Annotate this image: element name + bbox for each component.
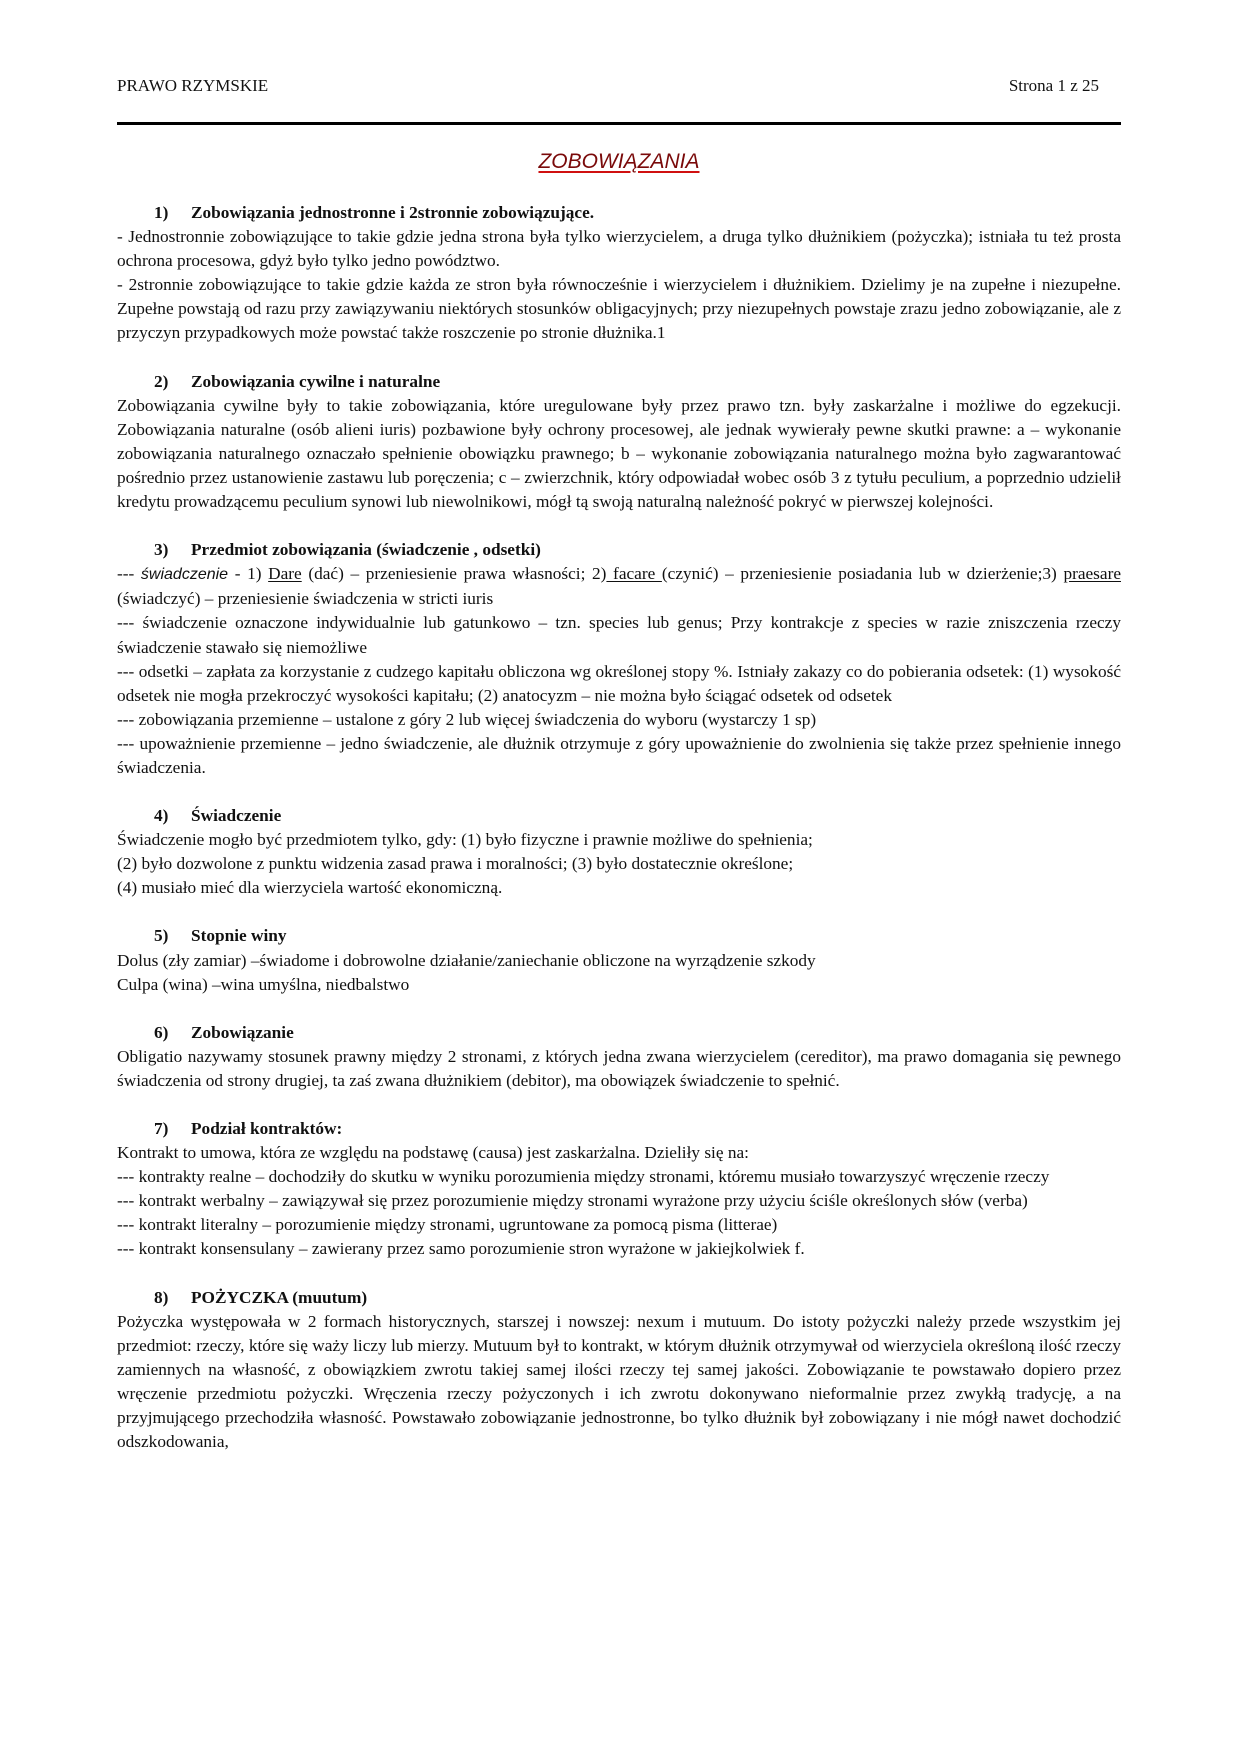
- document-body: [117, 201, 1121, 1478]
- section-5: [117, 924, 1121, 996]
- term-praesare: praesare: [1063, 564, 1121, 584]
- keyword-swiadczenie: świadczenie: [140, 566, 229, 584]
- section-heading: 5) Stopnie winy: [154, 926, 287, 946]
- section-7: [117, 1117, 1121, 1262]
- section-heading: 2) Zobowiązania cywilne i naturalne: [154, 371, 441, 391]
- section-2: [117, 370, 1121, 515]
- paragraph: --- zobowiązania przemienne – ustalone z góry 2 lub więcej świadczenia do wyboru (wystarczy 1 sp): [117, 709, 817, 729]
- paragraph: --- odsetki – zapłata za korzystanie z cudzego kapitału obliczona wg określonej stopy %. Istniały zakazy co do pobierania odsetek: (1) wysokość odsetek nie mogła przekroczyć wysokości kapitału; (2) anatocyzm – nie można było ściągać odsetek od odsetek: [117, 661, 1121, 705]
- section-heading: 4) Świadczenie: [154, 806, 282, 826]
- document-title: ZOBOWIĄZANIA: [538, 150, 700, 173]
- term-dare: Dare: [268, 564, 302, 584]
- line: Świadczenie mogło być przedmiotem tylko, gdy: (1) było fizyczne i prawnie możliwe do spełnienia;: [117, 830, 813, 850]
- paragraph: Pożyczka występowała w 2 formach historycznych, starszej i nowszej: nexum i mutuum. Do istoty pożyczki należy przede wszystkim jej przedmiot: rzeczy, które się waży liczy lub mierzy. Mutuum był to kontrakt, w którym dłużnik otrzymywał od wierzyciela określoną ilość rzeczy zamiennych na własność, z obowiązkiem zwrotu takiej samej ilości rzeczy tej samej jakości. Zobowiązanie te powstawało dopiero przez wręczenie przedmiotu pożyczki. Wręczenia rzeczy pożyczonych i ich zwrotu dokonywano nieformalnie przez zwykłą tradycję, a na przyjmującego przechodziła własność. Powstawało zobowiązanie jednostronne, bo tylko dłużnik był zobowiązany i nie mógł nawet dochodzić odszkodowania,: [117, 1311, 1121, 1452]
- page-header: [117, 76, 1121, 98]
- paragraph: --- kontrakty realne – dochodziły do skutku w wyniku porozumienia między stronami, któremu musiało towarzyszyć wręczenie rzeczy: [117, 1167, 1050, 1187]
- paragraph: Kontrakt to umowa, która ze względu na podstawę (causa) jest zaskarżalna. Dzieliły się na:: [117, 1143, 749, 1163]
- paragraph: Zobowiązania cywilne były to takie zobowiązania, które uregulowane były przez prawo tzn. były zaskarżalne i możliwe do egzekucji. Zobowiązania naturalne (osób alieni iuris) pozbawione były ochrony procesowej, ale jednak wywierały pewne skutki prawne: a – wykonanie zobowiązania naturalnego oznaczało spełnienie obowiązku prawnego; b – wykonanie zobowiązania naturalnego można było zagwarantować pośrednio przez ustanowienie zastawu lub poręczenia; c – zwierzchnik, który odpowiadał wobec osób 3 z tytułu peculium, a poprzednio udzielił kredytu prowadzącemu peculium synowi lub niewolnikowi, mógł tą swoją naturalną należność pokryć w pierwszej kolejności.: [117, 395, 1121, 512]
- paragraph-swiadczenie-types: --- świadczenie - 1) Dare (dać) – przeniesienie prawa własności; 2) facare (czynić) – przeniesienie posiadania lub w dzierżenie;3) praesare (świadczyć) – przeniesienie świadczenia w stricti iuris: [117, 564, 1121, 609]
- section-1: [117, 201, 1121, 346]
- section-3: [117, 538, 1121, 780]
- paragraph: --- kontrakt literalny – porozumienie między stronami, ugruntowane za pomocą pisma (litterae): [117, 1215, 778, 1235]
- term-facare: facare: [606, 564, 662, 584]
- section-8: [117, 1286, 1121, 1455]
- page-number: Strona 1 z 25: [1008, 76, 1099, 95]
- line: (2) było dozwolone z punktu widzenia zasad prawa i moralności; (3) było dostatecznie określone;: [117, 854, 794, 874]
- section-heading: 1) Zobowiązania jednostronne i 2stronnie zobowiązujące.: [154, 203, 595, 222]
- section-6: [117, 1021, 1121, 1093]
- paragraph: --- świadczenie oznaczone indywidualnie lub gatunkowo – tzn. species lub genus; Przy kontrakcje z species w razie zniszczenia rzeczy świadczenie stawało się niemożliwe: [117, 613, 1121, 657]
- paragraph: --- kontrakt konsensulany – zawierany przez samo porozumienie stron wyrażone w jakiejkolwiek f.: [117, 1239, 805, 1259]
- section-heading: 3) Przedmiot zobowiązania (świadczenie , odsetki): [154, 540, 541, 560]
- line: Culpa (wina) –wina umyślna, niedbalstwo: [117, 974, 410, 994]
- section-heading: 6) Zobowiązanie: [154, 1022, 294, 1042]
- line: (4) musiało mieć dla wierzyciela wartość ekonomiczną.: [117, 878, 503, 898]
- section-heading: 8) POŻYCZKA (muutum): [154, 1287, 368, 1307]
- line: Dolus (zły zamiar) –świadome i dobrowolne działanie/zaniechanie obliczone na wyrządzenie szkody: [117, 950, 816, 970]
- section-heading: 7) Podział kontraktów:: [154, 1119, 343, 1138]
- paragraph: --- kontrakt werbalny – zawiązywał się przez porozumienie między stronami wyrażone przy użyciu ściśle określonych słów (verba): [117, 1191, 1028, 1211]
- paragraph: - Jednostronnie zobowiązujące to takie gdzie jedna strona była tylko wierzycielem, a druga tylko dłużnikiem (pożyczka); istniała tu też prosta ochrona procesowa, gdyż było tylko jedno powództwo.: [117, 227, 1121, 271]
- paragraph: --- upoważnienie przemienne – jedno świadczenie, ale dłużnik otrzymuje z góry upoważnienie do zwolnienia się także przez spełnienie innego świadczenia.: [117, 733, 1121, 777]
- header-rule: [117, 122, 1121, 125]
- paragraph: Obligatio nazywamy stosunek prawny między 2 stronami, z których jedna zwana wierzycielem (cereditor), ma prawo domagania się pewnego świadczenia od strony drugiej, ta zaś zwana dłużnikiem (debitor), ma obowiązek świadczenie to spełnić.: [117, 1046, 1121, 1090]
- section-4: [117, 804, 1121, 900]
- paragraph: - 2stronnie zobowiązujące to takie gdzie każda ze stron była równocześnie i wierzycielem i dłużnikiem. Dzielimy je na zupełne i niezupełne. Zupełne powstają od razu przy zawiązywaniu niektórych stosunków obligacyjnych; przy niezupełnych powstaje zrazu jedno zobowiązanie, ale z przyczyn przypadkowych może powstać także roszczenie po stronie dłużnika.1: [117, 275, 1121, 343]
- header-title: PRAWO RZYMSKIE: [117, 76, 269, 95]
